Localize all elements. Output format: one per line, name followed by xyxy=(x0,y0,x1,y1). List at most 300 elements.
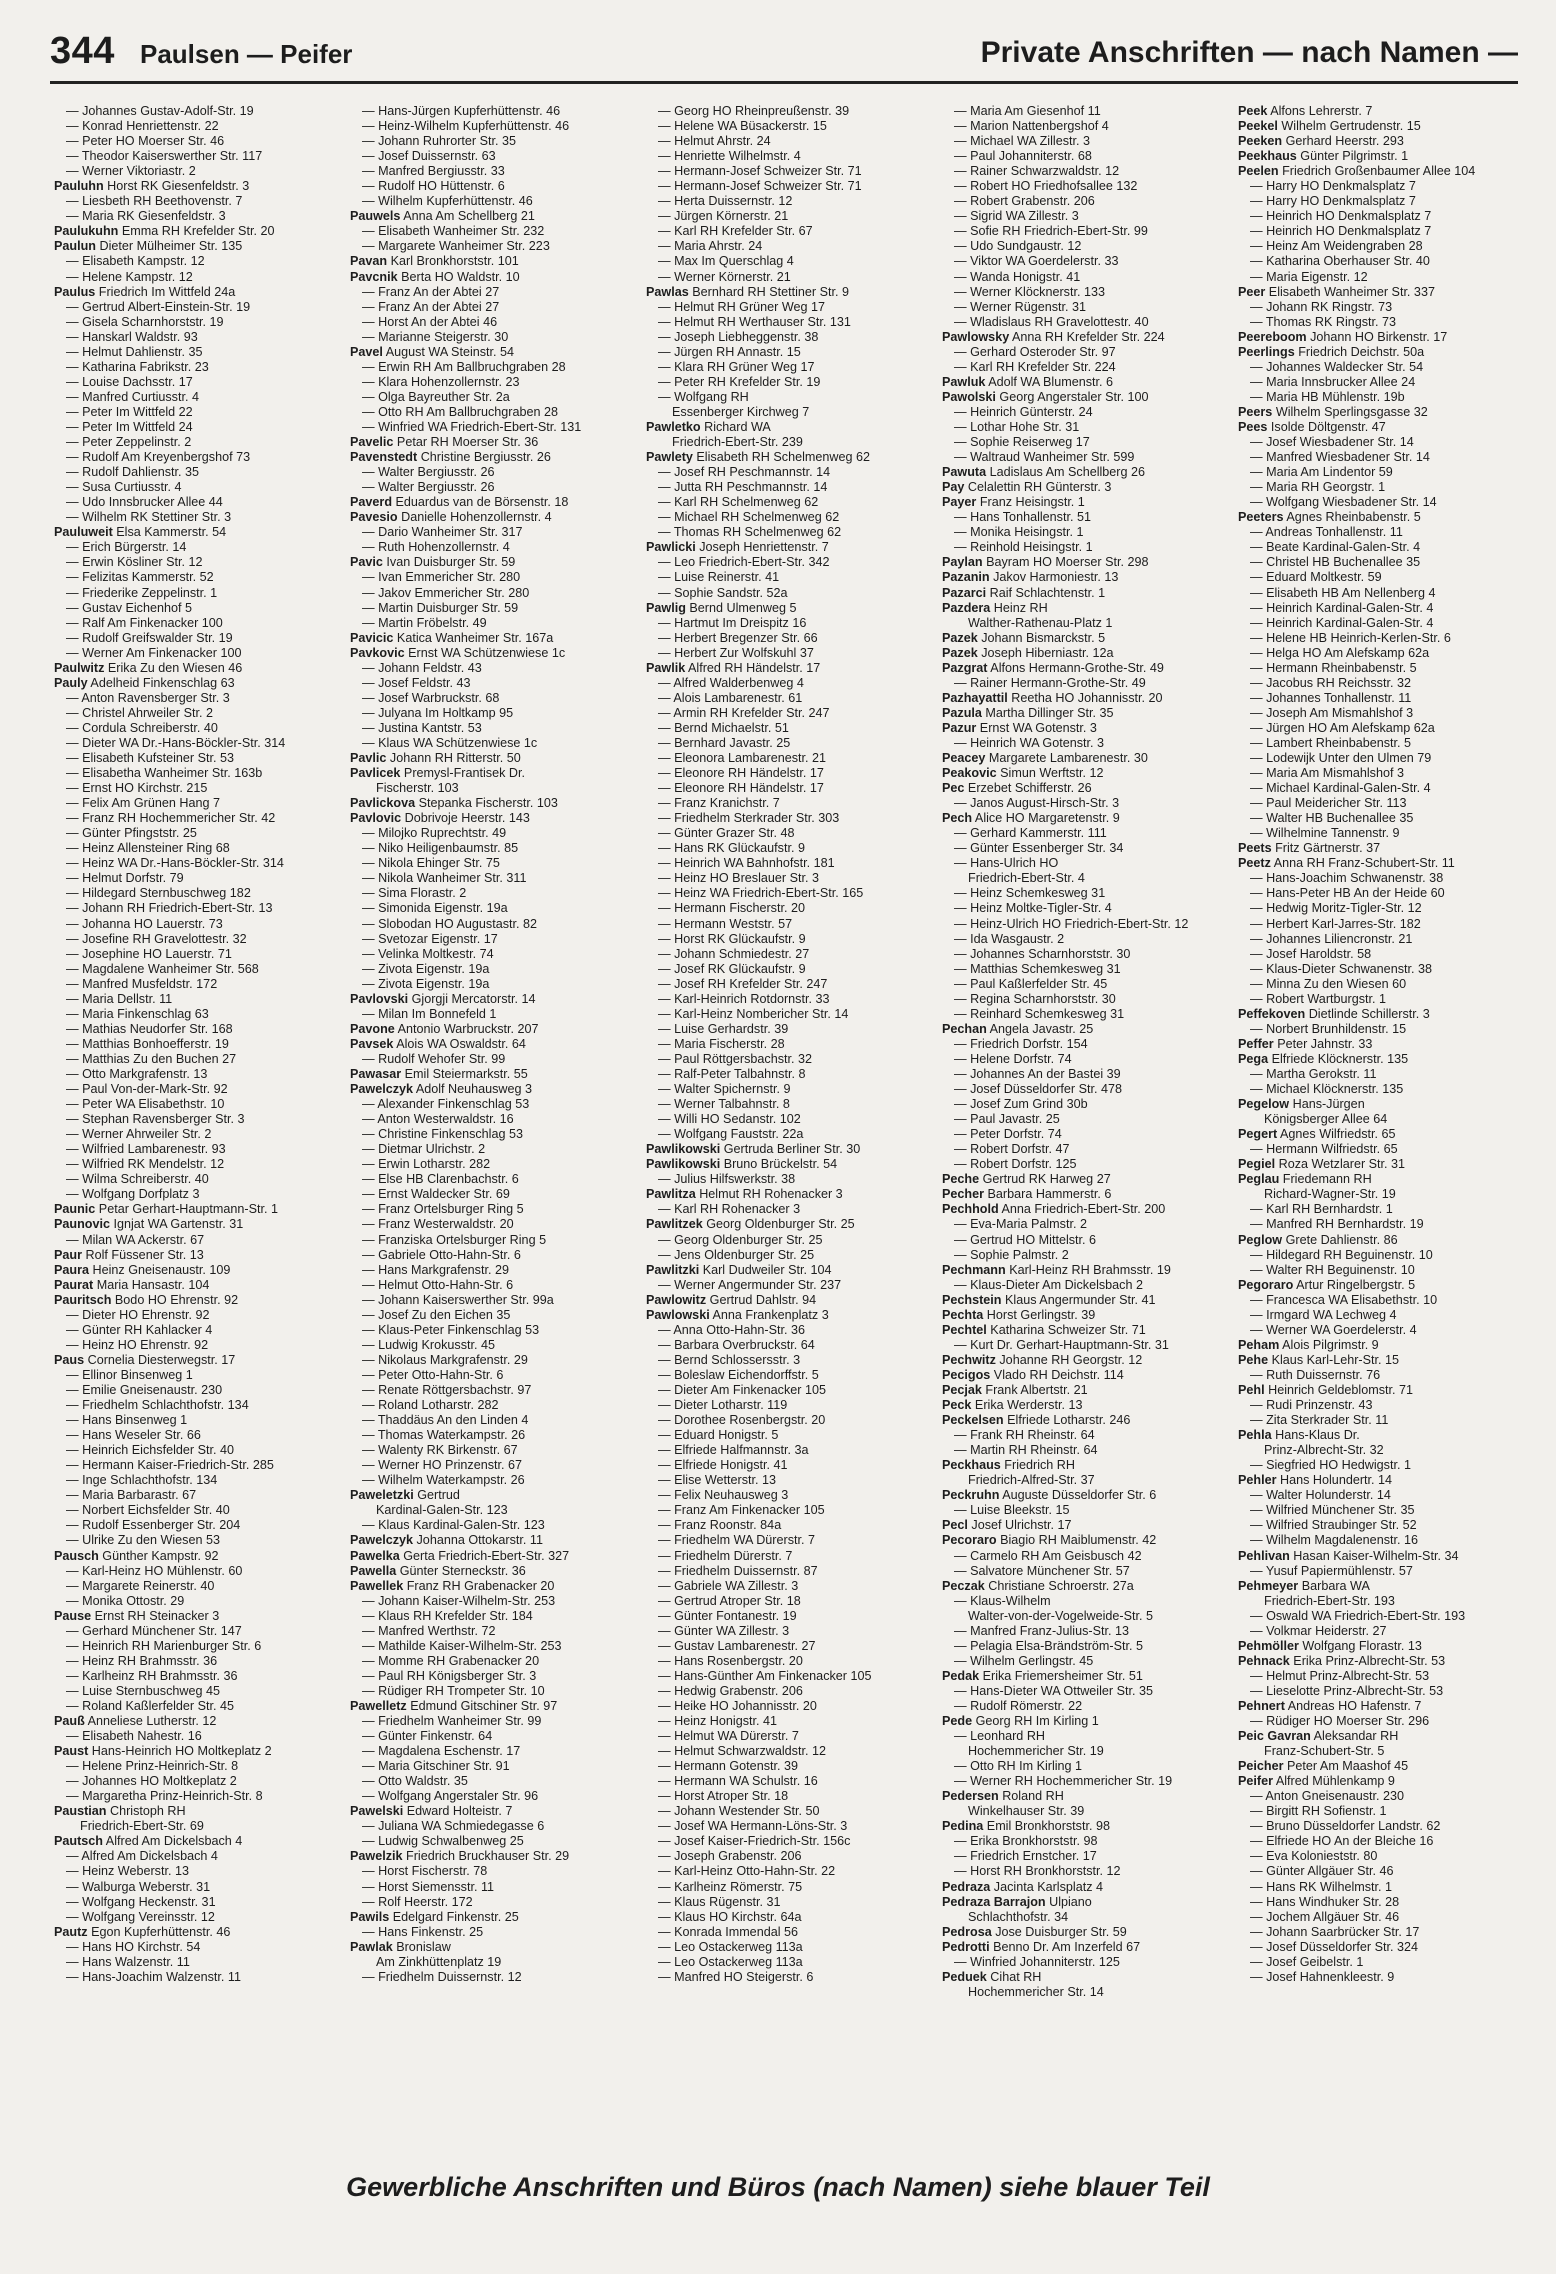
directory-entry: Pedrotti Benno Dr. Am Inzerfeld 67 xyxy=(942,1939,1141,1954)
directory-entry: — Heinz WA Friedrich-Ebert-Str. 165 xyxy=(658,886,864,901)
directory-entry: Peicher Peter Am Maashof 45 xyxy=(1238,1759,1409,1774)
directory-entry: — Reinhold Heisingstr. 1 xyxy=(954,540,1093,555)
directory-entry: Pavlic Johann RH Ritterstr. 50 xyxy=(350,751,521,766)
directory-entry: — Emilie Gneisenaustr. 230 xyxy=(66,1382,223,1397)
directory-entry: — Rudi Prinzenstr. 43 xyxy=(1250,1398,1373,1413)
directory-entry: — Marianne Steigerstr. 30 xyxy=(362,329,509,344)
directory-entry: — Nikolaus Markgrafenstr. 29 xyxy=(362,1352,528,1367)
directory-entry: Paur Rolf Füssener Str. 13 xyxy=(54,1247,204,1262)
directory-entry: — Rudolf HO Hüttenstr. 6 xyxy=(362,179,505,194)
directory-entry: Pavlickova Stepanka Fischerstr. 103 xyxy=(350,796,558,811)
directory-entry: — Herbert Karl-Jarres-Str. 182 xyxy=(1250,916,1421,931)
directory-entry: — Heike HO Johannisstr. 20 xyxy=(658,1698,817,1713)
directory-entry: — Heinrich Kardinal-Galen-Str. 4 xyxy=(1250,600,1434,615)
directory-entry: — Maria RH Georgstr. 1 xyxy=(1250,480,1386,495)
directory-entry: Pec Erzebet Schifferstr. 26 xyxy=(942,781,1092,796)
directory-entry: — Günter RH Kahlacker 4 xyxy=(66,1322,213,1337)
directory-entry: — Johann Ruhrorter Str. 35 xyxy=(362,134,517,149)
directory-entry: — Josef Düsseldorfer Str. 478 xyxy=(954,1082,1122,1097)
directory-entry: — Hermann-Josef Schweizer Str. 71 xyxy=(658,164,862,179)
directory-entry: Pawlik Alfred RH Händelstr. 17 xyxy=(646,660,821,675)
directory-entry: — Hedwig Grabenstr. 206 xyxy=(658,1683,803,1698)
directory-entry: — Paul Javastr. 25 xyxy=(954,1112,1060,1127)
directory-entry: Pechhold Anna Friedrich-Ebert-Str. 200 xyxy=(942,1202,1166,1217)
directory-entry: — Friedhelm Schlachthofstr. 134 xyxy=(66,1398,249,1413)
directory-entry: Pawlitzek Georg Oldenburger Str. 25 xyxy=(646,1217,855,1232)
directory-entry: Schlachthofstr. 34 xyxy=(968,1909,1069,1924)
directory-column-3 xyxy=(646,104,938,2104)
directory-entry: — Zivota Eigenstr. 19a xyxy=(362,976,490,991)
directory-entry: — Heinz Honigstr. 41 xyxy=(658,1714,777,1729)
directory-entry: Pechstein Klaus Angermunder Str. 41 xyxy=(942,1292,1156,1307)
directory-entry: — Matthias Zu den Buchen 27 xyxy=(66,1051,237,1066)
directory-entry: — Johannes HO Moltkeplatz 2 xyxy=(66,1774,237,1789)
directory-entry: — Jutta RH Peschmannstr. 14 xyxy=(658,480,828,495)
directory-entry: — Franz RH Hochemmericher Str. 42 xyxy=(66,811,276,826)
directory-entry: — Nikola Ehinger Str. 75 xyxy=(362,856,500,871)
directory-entry: — Alfred Walderbenweg 4 xyxy=(658,675,804,690)
directory-entry: — Rainer Hermann-Grothe-Str. 49 xyxy=(954,675,1146,690)
directory-entry: — Maria Eigenstr. 12 xyxy=(1250,269,1368,284)
directory-entry: — Paul Johanniterstr. 68 xyxy=(954,149,1092,164)
directory-entry: Peham Alois Pilgrimstr. 9 xyxy=(1238,1337,1379,1352)
directory-entry: — Herbert Zur Wolfskuhl 37 xyxy=(658,645,814,660)
directory-entry: Pedraza Barrajon Ulpiano xyxy=(942,1894,1092,1909)
directory-entry: — Ludwig Krokusstr. 45 xyxy=(362,1337,495,1352)
directory-entry: Pavkovic Ernst WA Schützenwiese 1c xyxy=(350,645,566,660)
directory-entry: — Otto RH Am Ballbruchgraben 28 xyxy=(362,404,558,419)
directory-entry: — Anton Gneisenaustr. 230 xyxy=(1250,1789,1405,1804)
directory-entry: Pech Alice HO Margaretenstr. 9 xyxy=(942,811,1120,826)
directory-entry: — Rüdiger HO Moerser Str. 296 xyxy=(1250,1714,1430,1729)
directory-entry: Pawlig Bernd Ulmenweg 5 xyxy=(646,600,797,615)
directory-entry: — Mathilde Kaiser-Wilhelm-Str. 253 xyxy=(362,1638,562,1653)
directory-entry: — Alexander Finkenschlag 53 xyxy=(362,1097,530,1112)
directory-entry: Pazdera Heinz RH xyxy=(942,600,1048,615)
directory-entry: Pazhayattil Reetha HO Johannisstr. 20 xyxy=(942,690,1163,705)
directory-entry: Franz-Schubert-Str. 5 xyxy=(1264,1744,1385,1759)
directory-entry: Paweletzki Gertrud xyxy=(350,1488,460,1503)
directory-entry: — Eleonora Lambarenestr. 21 xyxy=(658,751,827,766)
directory-entry: — Klaus-Wilhelm xyxy=(954,1593,1051,1608)
directory-entry: — Peter Zeppelinstr. 2 xyxy=(66,435,192,450)
directory-entry: Peczak Christiane Schroerstr. 27a xyxy=(942,1578,1134,1593)
directory-entry: Paulwitz Erika Zu den Wiesen 46 xyxy=(54,660,243,675)
directory-entry: — Thaddäus An den Linden 4 xyxy=(362,1413,529,1428)
directory-entry: — Otto Waldstr. 35 xyxy=(362,1774,468,1789)
directory-entry: — Maria Am Giesenhof 11 xyxy=(954,104,1101,118)
directory-entry: — Herta Duissernstr. 12 xyxy=(658,194,793,209)
directory-entry: — Erika Bronkhorststr. 98 xyxy=(954,1834,1098,1849)
directory-entry: — Josef RH Peschmannstr. 14 xyxy=(658,465,831,480)
directory-entry: — Matthias Schemkesweg 31 xyxy=(954,961,1121,976)
directory-entry: — Wilfried Lambarenestr. 93 xyxy=(66,1142,226,1157)
directory-entry: — Wolfgang Heckenstr. 31 xyxy=(66,1894,216,1909)
directory-entry: — Beate Kardinal-Galen-Str. 4 xyxy=(1250,540,1421,555)
directory-entry: — Günter Pfingststr. 25 xyxy=(66,826,197,841)
directory-entry: — Josef Duissernstr. 63 xyxy=(362,149,496,164)
directory-entry: Pawlicki Joseph Henriettenstr. 7 xyxy=(646,540,829,555)
directory-entry: — Heinrich RH Marienburger Str. 6 xyxy=(66,1638,262,1653)
directory-entry: — Günter Finkenstr. 64 xyxy=(362,1729,493,1744)
directory-entry: Pawlak Bronislaw xyxy=(350,1939,451,1954)
directory-entry: — Niko Heiligenbaumstr. 85 xyxy=(362,841,519,856)
directory-entry: — Harry HO Denkmalsplatz 7 xyxy=(1250,194,1416,209)
directory-entry: — Gerhard Osteroder Str. 97 xyxy=(954,344,1116,359)
directory-entry: — Cordula Schreiberstr. 40 xyxy=(66,720,218,735)
directory-entry: — Martin RH Rheinstr. 64 xyxy=(954,1443,1098,1458)
directory-entry: — Hans RK Wilhelmstr. 1 xyxy=(1250,1879,1393,1894)
directory-entry: Pegoraro Artur Ringelbergstr. 5 xyxy=(1238,1277,1416,1292)
directory-entry: Peglau Friedemann RH xyxy=(1238,1172,1372,1187)
directory-entry: — Elfriede HO An der Bleiche 16 xyxy=(1250,1834,1434,1849)
directory-column-2 xyxy=(350,104,642,2104)
directory-entry: Peakovic Simun Werftstr. 12 xyxy=(942,766,1104,781)
directory-entry: — Salvatore Münchener Str. 57 xyxy=(954,1563,1130,1578)
directory-entry: Pavic Ivan Duisburger Str. 59 xyxy=(350,555,516,570)
directory-entry: — Armin RH Krefelder Str. 247 xyxy=(658,705,830,720)
directory-entry: — Simonida Eigenstr. 19a xyxy=(362,901,508,916)
directory-entry: — Wilma Schreiberstr. 40 xyxy=(66,1172,209,1187)
directory-entry: Peic Gavran Aleksandar RH xyxy=(1238,1729,1399,1744)
directory-entry: — Karl-Heinz Nombericher Str. 14 xyxy=(658,1006,849,1021)
directory-entry: — Hans Tonhallenstr. 51 xyxy=(954,510,1091,525)
directory-entry: — Paul RH Königsberger Str. 3 xyxy=(362,1668,537,1683)
directory-entry: — Maria Fischerstr. 28 xyxy=(658,1036,785,1051)
directory-entry: Peekel Wilhelm Gertrudenstr. 15 xyxy=(1238,119,1421,134)
directory-entry: — Peter RH Krefelder Str. 19 xyxy=(658,374,821,389)
directory-entry: — Friedrich Dorfstr. 154 xyxy=(954,1036,1088,1051)
directory-entry: — Bernd Michaelstr. 51 xyxy=(658,720,789,735)
directory-entry: Am Zinkhüttenplatz 19 xyxy=(376,1954,502,1969)
directory-entry: — Hans Walzenstr. 11 xyxy=(66,1954,190,1969)
directory-entry: — Jürgen Körnerstr. 21 xyxy=(658,209,789,224)
directory-entry: — Roland Kaßlerfelder Str. 45 xyxy=(66,1698,234,1713)
directory-entry: — Ivan Emmericher Str. 280 xyxy=(362,570,521,585)
directory-entry: — Otto RH Im Kirling 1 xyxy=(954,1759,1083,1774)
directory-entry: — Paul Meidericher Str. 113 xyxy=(1250,796,1407,811)
directory-entry: — Dieter WA Dr.-Hans-Böckler-Str. 314 xyxy=(66,735,286,750)
directory-entry: — Hans Finkenstr. 25 xyxy=(362,1924,484,1939)
directory-entry: — Milan WA Ackerstr. 67 xyxy=(66,1232,205,1247)
directory-entry: — Manfred Wiesbadener Str. 14 xyxy=(1250,450,1430,465)
directory-entry: Pede Georg RH Im Kirling 1 xyxy=(942,1714,1099,1729)
directory-entry: — Günter Grazer Str. 48 xyxy=(658,826,795,841)
directory-entry: Königsberger Allee 64 xyxy=(1264,1112,1388,1127)
directory-entry: — Boleslaw Eichendorffstr. 5 xyxy=(658,1367,819,1382)
directory-entry: — Ellinor Binsenweg 1 xyxy=(66,1367,193,1382)
directory-entry: — Volkmar Heiderstr. 27 xyxy=(1250,1623,1387,1638)
directory-entry: — Lambert Rheinbabenstr. 5 xyxy=(1250,735,1412,750)
directory-entry: — Joseph Grabenstr. 206 xyxy=(658,1849,802,1864)
directory-entry: — Hartmut Im Dreispitz 16 xyxy=(658,615,807,630)
directory-entry: Pazur Ernst WA Gotenstr. 3 xyxy=(942,720,1097,735)
directory-entry: — Julyana Im Holtkamp 95 xyxy=(362,705,514,720)
directory-entry: Pechan Angela Javastr. 25 xyxy=(942,1021,1094,1036)
directory-entry: — Wanda Honigstr. 41 xyxy=(954,269,1081,284)
directory-entry: — Lodewijk Unter den Ulmen 79 xyxy=(1250,751,1432,766)
directory-entry: — Helmut Otto-Hahn-Str. 6 xyxy=(362,1277,514,1292)
directory-entry: — Udo Innsbrucker Allee 44 xyxy=(66,495,223,510)
directory-entry: — Friedhelm Duissernstr. 12 xyxy=(362,1969,522,1984)
directory-entry: — Eleonore RH Händelstr. 17 xyxy=(658,766,824,781)
directory-entry: — Michael RH Schelmenweg 62 xyxy=(658,510,840,525)
directory-entry: — Hans Windhuker Str. 28 xyxy=(1250,1894,1400,1909)
directory-column-1 xyxy=(54,104,346,2104)
directory-entry: — Eva Kolonieststr. 80 xyxy=(1250,1849,1378,1864)
directory-entry: — Hans Rosenbergstr. 20 xyxy=(658,1653,803,1668)
directory-entry: — Helga HO Am Alefskamp 62a xyxy=(1250,645,1430,660)
directory-entry: — Andreas Tonhallenstr. 11 xyxy=(1250,525,1403,540)
directory-entry: — Eleonore RH Händelstr. 17 xyxy=(658,781,824,796)
directory-entry: — Karl-Heinz HO Mühlenstr. 60 xyxy=(66,1563,243,1578)
directory-entry: — Helmut RH Werthauser Str. 131 xyxy=(658,314,851,329)
directory-entry: — Konrad Henriettenstr. 22 xyxy=(66,119,219,134)
directory-entry: — Wolfgang RH xyxy=(658,389,749,404)
directory-entry: — Leo Friedrich-Ebert-Str. 342 xyxy=(658,555,830,570)
directory-entry: Pees Isolde Döltgenstr. 47 xyxy=(1238,419,1386,434)
directory-entry: — Wilfried Straubinger Str. 52 xyxy=(1250,1518,1417,1533)
directory-entry: — Johannes Waldecker Str. 54 xyxy=(1250,359,1424,374)
directory-entry: — Gustav Eichenhof 5 xyxy=(66,600,193,615)
directory-entry: Pauß Anneliese Lutherstr. 12 xyxy=(54,1714,217,1729)
directory-entry: — Margaretha Prinz-Heinrich-Str. 8 xyxy=(66,1789,263,1804)
directory-entry: — Leo Ostackerweg 113a xyxy=(658,1954,803,1969)
directory-entry: — Manfred Musfeldstr. 172 xyxy=(66,976,218,991)
directory-entry: — Irmgard WA Lechweg 4 xyxy=(1250,1307,1397,1322)
directory-entry: — Leo Ostackerweg 113a xyxy=(658,1939,803,1954)
directory-entry: Pawella Günter Sterneckstr. 36 xyxy=(350,1563,526,1578)
directory-entry: — Karl RH Rohenacker 3 xyxy=(658,1202,801,1217)
directory-entry: Pehe Klaus Karl-Lehr-Str. 15 xyxy=(1238,1352,1400,1367)
directory-entry: — Felizitas Kammerstr. 52 xyxy=(66,570,214,585)
directory-entry: — Friedhelm Dürerstr. 7 xyxy=(658,1548,793,1563)
directory-entry: — Johann Westender Str. 50 xyxy=(658,1804,820,1819)
directory-entry: — Katharina Fabrikstr. 23 xyxy=(66,359,209,374)
directory-entry: — Robert Dorfstr. 47 xyxy=(954,1142,1070,1157)
directory-entry: Pavcnik Berta HO Waldstr. 10 xyxy=(350,269,520,284)
directory-entry: — Elfriede Honigstr. 41 xyxy=(658,1458,788,1473)
page-header xyxy=(50,30,1518,78)
directory-entry: Pechtel Katharina Schweizer Str. 71 xyxy=(942,1322,1146,1337)
directory-entry: — Elise Wetterstr. 13 xyxy=(658,1473,777,1488)
directory-entry: — Karlheinz RH Brahmsstr. 36 xyxy=(66,1668,238,1683)
directory-entry: — Walter Bergiusstr. 26 xyxy=(362,465,495,480)
directory-entry: Pavicic Katica Wanheimer Str. 167a xyxy=(350,630,554,645)
directory-entry: — Johann Schmiedestr. 27 xyxy=(658,946,810,961)
directory-entry: — Elisabeth Nahestr. 16 xyxy=(66,1729,202,1744)
directory-entry: — Manfred RH Bernhardstr. 19 xyxy=(1250,1217,1424,1232)
directory-entry: — Christel HB Buchenallee 35 xyxy=(1250,555,1421,570)
directory-entry: — Rudolf Essenberger Str. 204 xyxy=(66,1518,241,1533)
directory-entry: — Karl RH Bernhardstr. 1 xyxy=(1250,1202,1393,1217)
directory-entry: Peek Alfons Lehrerstr. 7 xyxy=(1238,104,1373,118)
directory-entry: — Hans-Joachim Schwanenstr. 38 xyxy=(1250,871,1444,886)
directory-entry: — Walter Holunderstr. 14 xyxy=(1250,1488,1391,1503)
directory-entry: Walter-von-der-Vogelweide-Str. 5 xyxy=(968,1608,1154,1623)
directory-entry: — Ralf Am Finkenacker 100 xyxy=(66,615,223,630)
directory-entry: — Wilhelmine Tannenstr. 9 xyxy=(1250,826,1400,841)
directory-entry: — Helmut Ahrstr. 24 xyxy=(658,134,771,149)
directory-entry: Pawlowski Anna Frankenplatz 3 xyxy=(646,1307,829,1322)
directory-entry: — Heinz HO Ehrenstr. 92 xyxy=(66,1337,209,1352)
directory-entry: Pawelka Gerta Friedrich-Ebert-Str. 327 xyxy=(350,1548,570,1563)
directory-entry: — Ralf-Peter Talbahnstr. 8 xyxy=(658,1067,806,1081)
directory-entry: — Liesbeth RH Beethovenstr. 7 xyxy=(66,194,243,209)
directory-entry: Pavelic Petar RH Moerser Str. 36 xyxy=(350,435,539,450)
directory-entry: — Janos August-Hirsch-Str. 3 xyxy=(954,796,1120,811)
directory-entry: — Udo Sundgaustr. 12 xyxy=(954,239,1082,254)
section-title: Private Anschriften — nach Namen — xyxy=(980,36,1518,69)
directory-entry: — Heinz Allensteiner Ring 68 xyxy=(66,841,230,856)
directory-entry: Prinz-Albrecht-Str. 32 xyxy=(1264,1443,1384,1458)
directory-entry: — Bernhard Javastr. 25 xyxy=(658,735,791,750)
directory-entry: — Jochem Allgäuer Str. 46 xyxy=(1250,1909,1400,1924)
directory-entry: — Walenty RK Birkenstr. 67 xyxy=(362,1443,518,1458)
directory-entry: — Ulrike Zu den Wiesen 53 xyxy=(66,1533,220,1548)
directory-entry: — Hans-Dieter WA Ottweiler Str. 35 xyxy=(954,1683,1153,1698)
directory-entry: — Sophie Palmstr. 2 xyxy=(954,1247,1069,1262)
directory-entry: — Klara RH Grüner Weg 17 xyxy=(658,359,815,374)
directory-entry: — Renate Röttgersbachstr. 97 xyxy=(362,1382,532,1397)
directory-entry: — Josef Feldstr. 43 xyxy=(362,675,471,690)
directory-entry: — Johannes An der Bastei 39 xyxy=(954,1067,1121,1081)
directory-entry: — Ludwig Schwalbenweg 25 xyxy=(362,1834,524,1849)
directory-entry: — Margarete Reinerstr. 40 xyxy=(66,1578,215,1593)
directory-entry: Pedak Erika Friemersheimer Str. 51 xyxy=(942,1668,1143,1683)
directory-entry: — Josef Düsseldorfer Str. 324 xyxy=(1250,1939,1418,1954)
directory-entry: Pawlety Elisabeth RH Schelmenweg 62 xyxy=(646,450,871,465)
directory-column-5 xyxy=(1238,104,1530,2104)
directory-entry: Pavel August WA Steinstr. 54 xyxy=(350,344,515,359)
directory-entry: Pegert Agnes Wilfriedstr. 65 xyxy=(1238,1127,1396,1142)
directory-entry: — Hans Binsenweg 1 xyxy=(66,1413,188,1428)
directory-entry: — Wolfgang Fauststr. 22a xyxy=(658,1127,804,1142)
directory-entry: — Ernst Waldecker Str. 69 xyxy=(362,1187,510,1202)
directory-entry: Peacey Margarete Lambarenestr. 30 xyxy=(942,751,1148,766)
directory-entry: — Werner Klöcknerstr. 133 xyxy=(954,284,1105,299)
directory-entry: — Franz Kranichstr. 7 xyxy=(658,796,780,811)
directory-entry: — Friedhelm Duissernstr. 87 xyxy=(658,1563,818,1578)
directory-entry: — Horst Siemensstr. 11 xyxy=(362,1879,495,1894)
directory-entry: Pawletko Richard WA xyxy=(646,419,771,434)
directory-entry: — Helmut Dahlienstr. 35 xyxy=(66,344,203,359)
directory-entry: — Josef Wiesbadener Str. 14 xyxy=(1250,435,1414,450)
directory-entry: — Günter WA Zillestr. 3 xyxy=(658,1623,790,1638)
directory-entry: — Günter Essenberger Str. 34 xyxy=(954,841,1124,856)
directory-entry: — Rudolf Dahlienstr. 35 xyxy=(66,465,200,480)
directory-entry: Pecoraro Biagio RH Maiblumenstr. 42 xyxy=(942,1533,1157,1548)
directory-entry: Pehnert Andreas HO Hafenstr. 7 xyxy=(1238,1698,1422,1713)
directory-entry: — Werner Körnerstr. 21 xyxy=(658,269,791,284)
directory-entry: Pazarci Raif Schlachtenstr. 1 xyxy=(942,585,1106,600)
directory-entry: — Peter Im Wittfeld 24 xyxy=(66,419,193,434)
directory-entry: Pawellek Franz RH Grabenacker 20 xyxy=(350,1578,555,1593)
directory-entry: Pavesio Danielle Hohenzollernstr. 4 xyxy=(350,510,552,525)
directory-entry: — Kurt Dr. Gerhart-Hauptmann-Str. 31 xyxy=(954,1337,1169,1352)
directory-entry: — Heinrich Kardinal-Galen-Str. 4 xyxy=(1250,615,1434,630)
directory-entry: — Zivota Eigenstr. 19a xyxy=(362,961,490,976)
directory-entry: — Heinz-Wilhelm Kupferhüttenstr. 46 xyxy=(362,119,570,134)
directory-entry: — Winfried WA Friedrich-Ebert-Str. 131 xyxy=(362,419,582,434)
directory-entry: — Friedhelm Wanheimer Str. 99 xyxy=(362,1714,542,1729)
directory-entry: — Slobodan HO Augustastr. 82 xyxy=(362,916,538,931)
directory-entry: Winkelhauser Str. 39 xyxy=(968,1804,1085,1819)
directory-entry: Pehlivan Hasan Kaiser-Wilhelm-Str. 34 xyxy=(1238,1548,1459,1563)
directory-entry: — Maria Finkenschlag 63 xyxy=(66,1006,209,1021)
directory-entry: — Walburga Weberstr. 31 xyxy=(66,1879,211,1894)
directory-entry: — Karlheinz Römerstr. 75 xyxy=(658,1879,803,1894)
directory-entry: Pawolski Georg Angerstaler Str. 100 xyxy=(942,389,1149,404)
directory-entry: — Norbert Eichsfelder Str. 40 xyxy=(66,1503,230,1518)
directory-entry: Paurat Maria Hansastr. 104 xyxy=(54,1277,210,1292)
directory-entry: — Margarete Wanheimer Str. 223 xyxy=(362,239,550,254)
directory-entry: — Johann Feldstr. 43 xyxy=(362,660,482,675)
directory-entry: — Martha Gerokstr. 11 xyxy=(1250,1067,1377,1081)
directory-entry: — Hermann-Josef Schweizer Str. 71 xyxy=(658,179,862,194)
directory-entry: — Luise Gerhardstr. 39 xyxy=(658,1021,789,1036)
directory-entry: — Hermann Weststr. 57 xyxy=(658,916,793,931)
directory-entry: Pazek Johann Bismarckstr. 5 xyxy=(942,630,1106,645)
directory-entry: — Franz An der Abtei 27 xyxy=(362,299,500,314)
directory-entry: — Wilhelm Waterkampstr. 26 xyxy=(362,1473,525,1488)
directory-entry: Pawlikowski Bruno Brückelstr. 54 xyxy=(646,1157,838,1172)
directory-entry: — Leonhard RH xyxy=(954,1729,1046,1744)
directory-entry: Friedrich-Ebert-Str. 193 xyxy=(1264,1593,1395,1608)
directory-entry: — Robert HO Friedhofsallee 132 xyxy=(954,179,1138,194)
directory-entry: — Dietmar Ulrichstr. 2 xyxy=(362,1142,486,1157)
directory-entry: — Winfried Johanniterstr. 125 xyxy=(954,1954,1120,1969)
directory-entry: Peffekoven Dietlinde Schillerstr. 3 xyxy=(1238,1006,1430,1021)
directory-entry: — Eduard Moltkestr. 59 xyxy=(1250,570,1382,585)
directory-entry: — Sofie RH Friedrich-Ebert-Str. 99 xyxy=(954,224,1148,239)
directory-entry: Pawluk Adolf WA Blumenstr. 6 xyxy=(942,374,1114,389)
directory-entry: — Monika Ottostr. 29 xyxy=(66,1593,185,1608)
directory-entry: — Johannes Liliencronstr. 21 xyxy=(1250,931,1413,946)
directory-entry: — Peter Otto-Hahn-Str. 6 xyxy=(362,1367,504,1382)
directory-entry: Paunic Petar Gerhart-Hauptmann-Str. 1 xyxy=(54,1202,278,1217)
directory-entry: Pecl Josef Ulrichstr. 17 xyxy=(942,1518,1072,1533)
directory-entry: — Karl RH Schelmenweg 62 xyxy=(658,495,819,510)
directory-entry: — Maria Dellstr. 11 xyxy=(66,991,173,1006)
directory-entry: — Johannes Tonhallenstr. 11 xyxy=(1250,690,1412,705)
directory-entry: — Heinz Am Weidengraben 28 xyxy=(1250,239,1423,254)
directory-entry: Pauritsch Bodo HO Ehrenstr. 92 xyxy=(54,1292,239,1307)
directory-entry: — Peter Dorfstr. 74 xyxy=(954,1127,1062,1142)
directory-entry: Pehnack Erika Prinz-Albrecht-Str. 53 xyxy=(1238,1653,1446,1668)
directory-entry: — Thomas RK Ringstr. 73 xyxy=(1250,314,1397,329)
directory-entry: — Alois Lambarenestr. 61 xyxy=(658,690,803,705)
directory-entry: — Erich Bürgerstr. 14 xyxy=(66,540,187,555)
directory-entry: — Ida Wasgaustr. 2 xyxy=(954,931,1065,946)
directory-entry: — Klara Hohenzollernstr. 23 xyxy=(362,374,520,389)
directory-entry: — Johann Saarbrücker Str. 17 xyxy=(1250,1924,1420,1939)
directory-entry: — Mathias Neudorfer Str. 168 xyxy=(66,1021,233,1036)
directory-entry: — Bruno Düsseldorfer Landstr. 62 xyxy=(1250,1819,1441,1834)
directory-entry: Pawlas Bernhard RH Stettiner Str. 9 xyxy=(646,284,850,299)
directory-entry: — Hermann Gotenstr. 39 xyxy=(658,1759,798,1774)
directory-entry: Pawelletz Edmund Gitschiner Str. 97 xyxy=(350,1698,558,1713)
directory-entry: — Olga Bayreuther Str. 2a xyxy=(362,389,510,404)
directory-entry: — Magdalene Wanheimer Str. 568 xyxy=(66,961,259,976)
directory-entry: — Heinz-Ulrich HO Friedrich-Ebert-Str. 12 xyxy=(954,916,1189,931)
directory-entry: — Marion Nattenbergshof 4 xyxy=(954,119,1109,134)
directory-entry: — Peter Im Wittfeld 22 xyxy=(66,404,193,419)
directory-entry: Peeken Gerhard Heerstr. 293 xyxy=(1238,134,1404,149)
directory-entry: — Alfred Am Dickelsbach 4 xyxy=(66,1849,218,1864)
directory-entry: — Inge Schlachthofstr. 134 xyxy=(66,1473,218,1488)
directory-entry: — Josef WA Hermann-Löns-Str. 3 xyxy=(658,1819,848,1834)
